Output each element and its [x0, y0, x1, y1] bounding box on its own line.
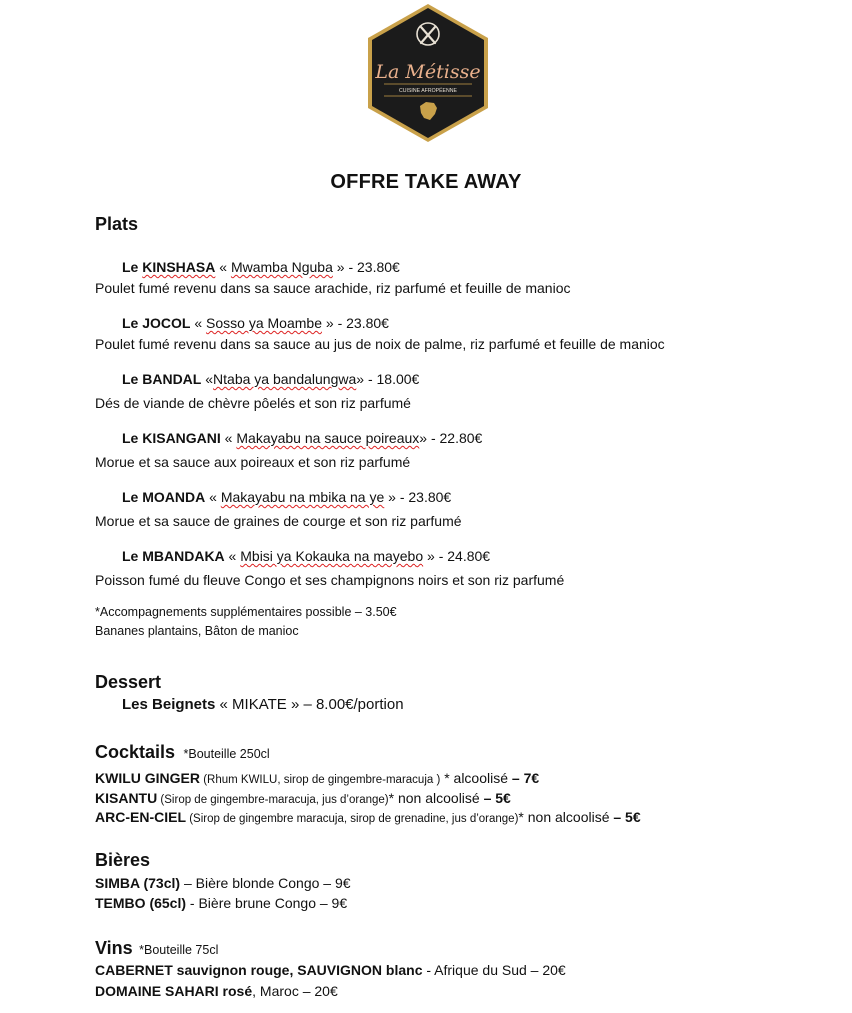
accompaniments-note: *Accompagnements supplémentaires possible – 3.50€ — [95, 605, 397, 619]
plats-heading: Plats — [95, 214, 139, 234]
dish-description: Morue et sa sauce aux poireaux et son riz parfumé — [95, 454, 411, 470]
beer-item: TEMBO (65cl) - Bière brune Congo – 9€ — [95, 895, 348, 911]
dish-title: Le MBANDAKA « Mbisi ya Kokauka na mayebo » - 24.80€ — [122, 548, 491, 564]
bieres-heading: Bières — [95, 850, 151, 870]
dish-title: Le KINSHASA « Mwamba Nguba » - 23.80€ — [122, 259, 400, 275]
dessert-item: Les Beignets « MIKATE » – 8.00€/portion — [122, 696, 404, 713]
dish-title: Le JOCOL « Sosso ya Moambe » - 23.80€ — [122, 315, 389, 331]
dish-description: Morue et sa sauce de graines de courge et son riz parfumé — [95, 513, 462, 529]
dish-description: Poulet fumé revenu dans sa sauce arachide, riz parfumé et feuille de manioc — [95, 280, 571, 296]
dish-description: Poulet fumé revenu dans sa sauce au jus de noix de palme, riz parfumé et feuille de manioc — [95, 336, 665, 352]
dish-description: Dés de viande de chèvre pôelés et son riz parfumé — [95, 395, 411, 411]
logo-wordmark: La Métisse — [375, 61, 481, 83]
cocktail-item: KWILU GINGER (Rhum KWILU, sirop de gingembre-maracuja ) * alcoolisé – 7€ — [95, 770, 540, 786]
dish-title: Le MOANDA « Makayabu na mbika na ye » - 23.80€ — [122, 489, 452, 505]
accompaniments-list: Bananes plantains, Bâton de manioc — [95, 624, 299, 638]
wine-item: CABERNET sauvignon rouge, SAUVIGNON blanc - Afrique du Sud – 20€ — [95, 962, 566, 978]
page-title: OFFRE TAKE AWAY — [330, 171, 522, 193]
cocktail-item: ARC-EN-CIEL (Sirop de gingembre maracuja, sirop de grenadine, jus d’orange)* non alcoolisé – 5€ — [95, 809, 641, 825]
beer-item: SIMBA (73cl) – Bière blonde Congo – 9€ — [95, 875, 351, 891]
logo-tagline: CUISINE AFROPÉENNE — [399, 88, 457, 94]
cocktail-item: KISANTU (Sirop de gingembre-maracuja, jus d’orange)* non alcoolisé – 5€ — [95, 790, 511, 806]
dish-description: Poisson fumé du fleuve Congo et ses champignons noirs et son riz parfumé — [95, 572, 565, 588]
la-metisse-logo — [364, 2, 492, 144]
dish-title: Le KISANGANI « Makayabu na sauce poireaux» - 22.80€ — [122, 430, 483, 446]
dessert-heading: Dessert — [95, 672, 162, 692]
wine-item: DOMAINE SAHARI rosé, Maroc – 20€ — [95, 983, 338, 999]
dish-title: Le BANDAL «Ntaba ya bandalungwa» - 18.00€ — [122, 371, 420, 387]
vins-header: Vins *Bouteille 75cl — [95, 938, 219, 958]
cocktails-header: Cocktails *Bouteille 250cl — [95, 742, 270, 762]
